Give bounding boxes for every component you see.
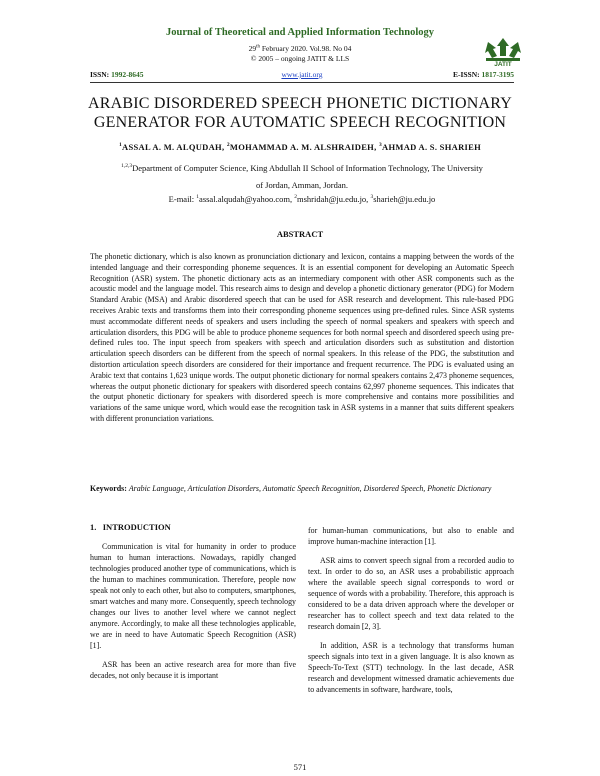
right-column [308, 525, 514, 703]
intro-paragraph-4: In addition, ASR is a technology that transforms human speech signals into text in a given language. It is also known as Speech-To-Text (STT) technology. In the last decade, ASR research and development witnessed dramatic achievements due to advancements in software, hardware, tools, [308, 641, 514, 694]
author-1-name: ASSAL A. M. ALQUDAH, [122, 142, 227, 152]
issn [90, 70, 144, 79]
journal-name: Journal of Theoretical and Applied Information Technology [166, 27, 434, 38]
email-2[interactable]: mshridah@ju.edu.jo, [296, 194, 371, 204]
page-number: 571 [293, 762, 307, 772]
author-3-sup: 3 [378, 142, 383, 149]
keywords-label: Keywords: [90, 484, 127, 493]
email-2-sup: 2 [294, 194, 297, 201]
email-1-sup: 1 [196, 194, 200, 201]
eissn [453, 70, 514, 79]
author-2-sup: 2 [226, 142, 230, 149]
eissn-value: 1817-3195 [481, 70, 514, 79]
issn-value: 1992-8645 [111, 70, 144, 79]
email-label: E-mail: [168, 194, 197, 204]
author-1-sup: 1 [118, 142, 123, 149]
title-line-1: ARABIC DISORDERED SPEECH PHONETIC DICTIONARY [88, 95, 512, 112]
eissn-label: E-ISSN: [452, 70, 480, 79]
issn-label: ISSN: [90, 70, 110, 79]
affil-line-1: Department of Computer Science, King Abdullah II School of Information Technology, The University [132, 162, 483, 173]
intro-paragraph-3: ASR aims to convert speech signal from a recorded audio to text. In order to do so, an ASR uses a probabilistic approach where the available speech signal corresponds to word or sequence of words with a probability. Therefore, this approach is considered to be a data driven approach where the developer or researcher has to collect speech and text data related to the research domain [2, 3]. [308, 556, 514, 631]
left-column [90, 522, 296, 689]
issue-rest: February 2020. Vol.98. No 04 [260, 44, 352, 53]
author-3-name: AHMAD A. S. SHARIEH [382, 142, 481, 152]
affil-sup: 1,2,3 [121, 163, 133, 169]
affiliation [90, 158, 514, 194]
intro-paragraph-2: ASR has been an active research area for more than five decades, not only because it is important [90, 660, 296, 680]
author-2-name: MOHAMMAD A. M. ALSHRAIDEH, [229, 142, 379, 152]
paper-title [60, 94, 540, 132]
email-3-sup: 3 [370, 194, 374, 201]
header-divider [90, 82, 514, 83]
email-1[interactable]: assal.alqudah@yahoo.com, [199, 194, 295, 204]
issue-day-suffix: th [256, 44, 260, 50]
meta-row [90, 70, 514, 82]
intro-paragraph-1: Communication is vital for humanity in order to produce human to human interactions. Nowadays, rapidly changed technologies produced another type of communications, which is the human to machines communication. Therefore, people now speak not only to each other, but also to computers, smartphones, smart watches and many more. Consequently, speech technology changes our lives to another level where we cannot neglect anymore. Accordingly, to make all these technologies applicable, we are in need to have Automatic Speech Recognition (ASR) [1]. [90, 542, 296, 650]
email-3[interactable]: sharieh@ju.edu.jo [373, 194, 436, 204]
abstract-text: The phonetic dictionary, which is also known as pronunciation dictionary and lexicon, contains a mapping between the words of the intended language and their corresponding phoneme sequences. It is an essential component for developing an Automatic Speech Recognition (ASR) system. The phonetic dictionary acts as an intermediary component with other ASR components such as the acoustic model and the language model. This research aims to design and develop a phonetic dictionary generator (PDG) for Modern Standard Arabic (MSA) and Arabic disordered speech that can be used for ASR research and development. This rule-based PDG receives Arabic texts and transforms them into their corresponding phoneme sequences using pre-defined rules. Since ASR systems must accommodate different needs of speakers and users including the speech of normal speakers and speakers with speech and articulation disorders, this PDG will be able to produce phoneme sequences for both normal speech and disordered speech using pre-defined rules too. The input speech from speakers with speech and articulation disorders such as substitution and distortion articulation speech disorders can be different from the speech of normal speakers. In this release of the PDG, the substitution and distortion articulation speech disorders are considered for their importance and frequent recurrence. The PDG is evaluated using an Arabic text that contains 1,623 unique words. The output phonetic dictionary for normal speakers contains 2,473 phoneme sequences, whereas the output phonetic dictionary for speakers with disordered speech contains 62,997 phoneme sequences. This indicates that the output phonetic dictionary for speakers with disordered speech is more comprehensive and contains more possibilities and variations of the same unique word, which would ease the recognition task in ASR systems in a manner that suits different speakers with different pronunciation variations. [90, 252, 514, 423]
author-list [60, 142, 540, 152]
keywords-value: Arabic Language, Articulation Disorders, Automatic Speech Recognition, Disordered Speech, Phonetic Dictionary [128, 484, 492, 493]
issue-day: 29 [248, 44, 257, 53]
title-line-2: GENERATOR FOR AUTOMATIC SPEECH RECOGNITION [93, 114, 507, 131]
logo-text: JATIT [494, 61, 512, 68]
journal-copyright: © 2005 – ongoing JATIT & LLS [250, 54, 350, 63]
intro-paragraph-2-cont: for human-human communications, but also to enable and improve human-machine interaction [1]. [308, 526, 514, 546]
journal-url[interactable]: www.jatit.org [281, 70, 323, 79]
affil-line-2: of Jordan, Amman, Jordan. [255, 179, 349, 190]
author-emails [90, 194, 514, 204]
keywords [90, 483, 514, 494]
section-heading-introduction: 1. INTRODUCTION [90, 522, 171, 532]
abstract-heading: ABSTRACT [276, 229, 324, 239]
